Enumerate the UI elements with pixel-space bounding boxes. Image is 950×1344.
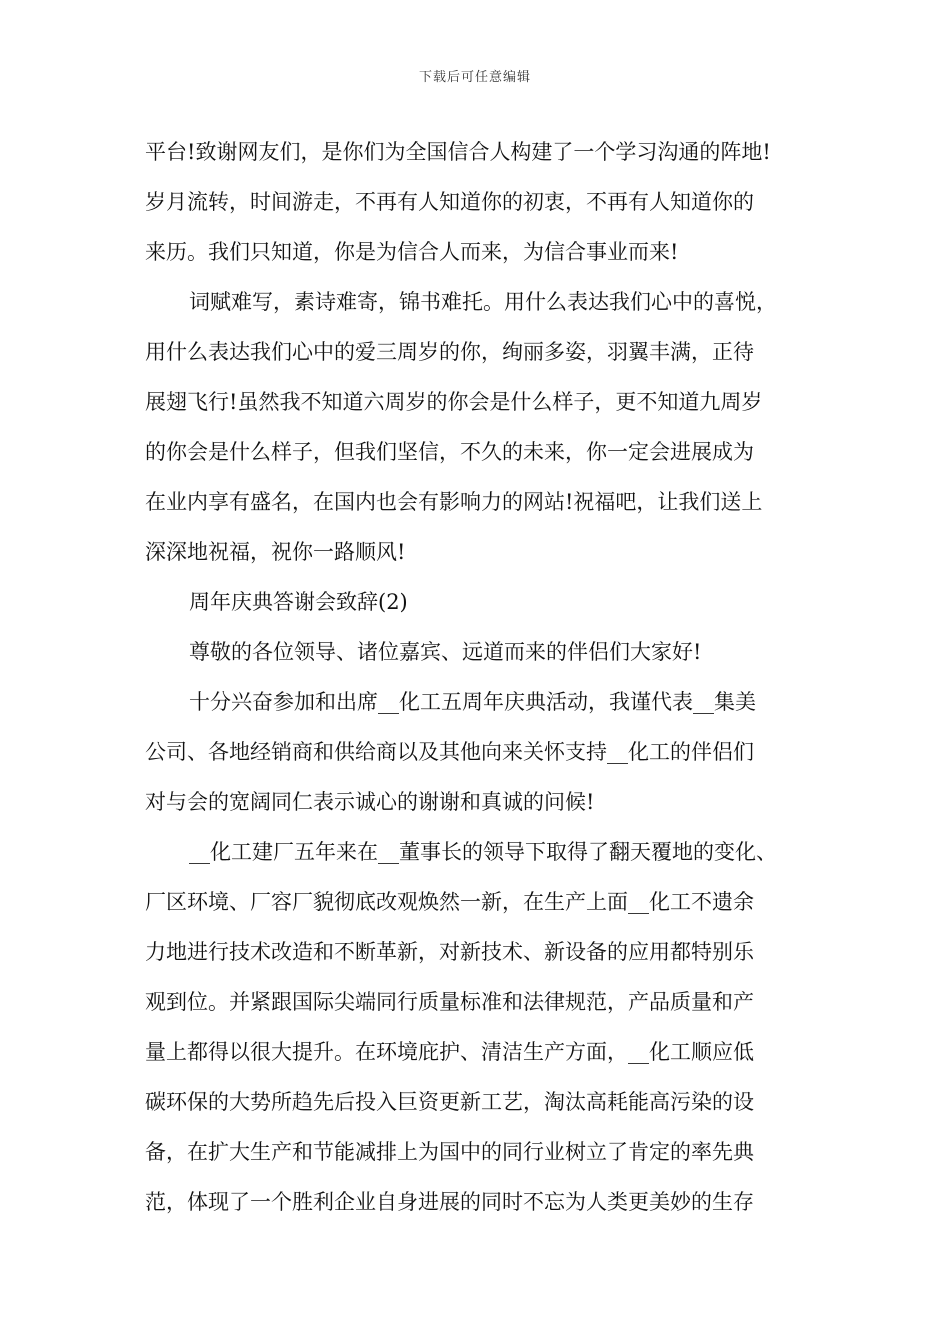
text-line: 厂区环境、厂容厂貌彻底改观焕然一新，在生产上面__化工不遗余 [145, 890, 754, 914]
text-line: 周年庆典答谢会致辞(2) [189, 590, 408, 614]
text-line: 用什么表达我们心中的爱三周岁的你，绚丽多姿，羽翼丰满，正待 [145, 340, 754, 364]
document-body [145, 127, 807, 1227]
text-line: 的你会是什么样子，但我们坚信，不久的未来，你一定会进展成为 [145, 440, 754, 464]
text-line: 公司、各地经销商和供给商以及其他向来关怀支持__化工的伴侣们 [145, 740, 754, 764]
text-line: 在业内享有盛名，在国内也会有影响力的网站!祝福吧，让我们送上 [145, 490, 763, 514]
text-line: 十分兴奋参加和出席__化工五周年庆典活动，我谨代表__集美 [189, 690, 756, 714]
text-line: 平台!致谢网友们，是你们为全国信合人构建了一个学习沟通的阵地! [145, 140, 771, 164]
text-line: 备，在扩大生产和节能减排上为国中的同行业树立了肯定的率先典 [145, 1140, 754, 1164]
text-line: 来历。我们只知道，你是为信合人而来，为信合事业而来! [145, 240, 679, 264]
text-line: __化工建厂五年来在__董事长的领导下取得了翻天覆地的变化、 [189, 840, 777, 864]
text-line: 展翅飞行!虽然我不知道六周岁的你会是什么样子，更不知道九周岁 [145, 390, 763, 414]
text-line: 观到位。并紧跟国际尖端同行质量标准和法律规范，产品质量和产 [145, 990, 754, 1014]
text-line: 碳环保的大势所趋先后投入巨资更新工艺，淘汰高耗能高污染的设 [145, 1090, 754, 1114]
text-line: 词赋难写，素诗难寄，锦书难托。用什么表达我们心中的喜悦， [189, 290, 777, 314]
page-header: 下载后可任意编辑 [418, 70, 531, 85]
text-line: 量上都得以很大提升。在环境庇护、清洁生产方面，__化工顺应低 [145, 1040, 754, 1064]
text-line: 范，体现了一个胜利企业自身进展的同时不忘为人类更美妙的生存 [145, 1190, 754, 1214]
text-line: 对与会的宽阔同仁表示诚心的谢谢和真诚的问候! [145, 790, 595, 814]
text-line: 尊敬的各位领导、诸位嘉宾、远道而来的伴侣们大家好! [189, 640, 702, 664]
text-line: 深深地祝福，祝你一路顺风! [145, 540, 406, 564]
text-line: 岁月流转，时间游走，不再有人知道你的初衷，不再有人知道你的 [145, 190, 754, 214]
text-line: 力地进行技术改造和不断革新，对新技术、新设备的应用都特别乐 [145, 940, 754, 964]
